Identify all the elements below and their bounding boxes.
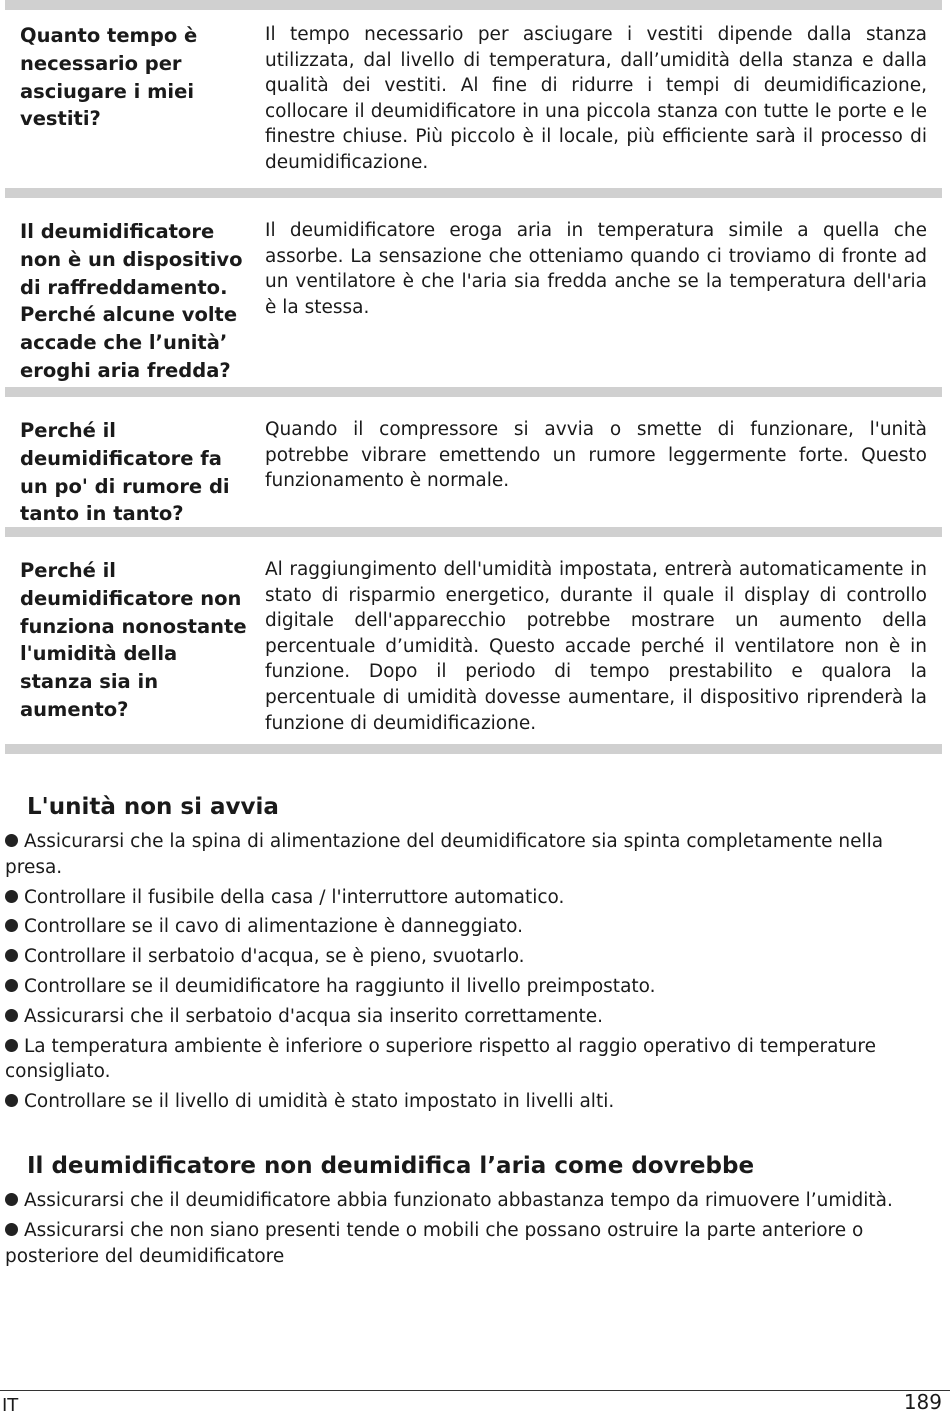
faq-row xyxy=(5,10,942,188)
faq-question: Quanto tempo è necessario per asciugare i miei vestiti? xyxy=(20,24,198,131)
faq-answer: Quando il compressore si avvia o smette di funzionare, l'unità potrebbe vibrare emettendo un rumore leggermente forte. Questo funzionamento è normale. xyxy=(265,419,927,492)
bullet-icon xyxy=(5,1094,18,1107)
row-separator xyxy=(5,527,942,537)
bullet-icon xyxy=(5,890,18,903)
list-item: Controllare se il deumidificatore ha raggiunto il livello preimpostato. xyxy=(5,974,942,1000)
section-title: Il deumidificatore non deumidifica l’aria come dovrebbe xyxy=(27,1153,755,1179)
faq-question: Il deumidificatore non è un dispositivo di raffreddamento. Perché alcune volte accade che l’unità’ eroghi aria fredda? xyxy=(20,220,243,382)
list-item: Assicurarsi che il deumidificatore abbia funzionato abbastanza tempo da rimuovere l’umidità. xyxy=(5,1188,942,1214)
list-item: La temperatura ambiente è inferiore o superiore rispetto al raggio operativo di temperature consigliato. xyxy=(5,1035,876,1083)
faq-table xyxy=(5,0,942,754)
list-item: Assicurarsi che il serbatoio d'acqua sia inserito correttamente. xyxy=(5,1004,942,1030)
faq-row xyxy=(5,537,942,744)
faq-row xyxy=(5,397,942,527)
faq-question: Perché il deumidificatore fa un po' di rumore di tanto in tanto? xyxy=(20,419,230,526)
checklist xyxy=(5,829,942,1115)
row-separator xyxy=(5,0,942,10)
bullet-icon xyxy=(5,1009,18,1022)
list-item: Assicurarsi che la spina di alimentazione del deumidificatore sia spinta completamente nella presa. xyxy=(5,831,884,878)
footer-language: IT xyxy=(2,1395,19,1416)
list-item: Controllare se il livello di umidità è stato impostato in livelli alti. xyxy=(5,1089,942,1115)
section-not-dehumidifying xyxy=(5,1150,942,1273)
list-item: Controllare se il cavo di alimentazione è danneggiato. xyxy=(5,914,942,940)
footer-rule xyxy=(0,1390,950,1391)
list-item: Assicurarsi che non siano presenti tende o mobili che possano ostruire la parte anteriore o posteriore del deumidificatore xyxy=(5,1219,864,1267)
bullet-icon xyxy=(5,1223,18,1236)
checklist xyxy=(5,1188,942,1269)
bullet-icon xyxy=(5,834,18,847)
section-title: L'unità non si avvia xyxy=(27,794,279,820)
faq-answer: Il deumidificatore eroga aria in temperatura simile a quella che assorbe. La sensazione che otteniamo quando ci troviamo di fronte ad un ventilatore è che l'aria sia fredda anche se la temperatura dell'aria è la stessa. xyxy=(265,220,927,318)
faq-row xyxy=(5,198,942,387)
bullet-icon xyxy=(5,1039,18,1052)
bullet-icon xyxy=(5,979,18,992)
section-unit-not-starting xyxy=(5,791,942,1119)
bullet-icon xyxy=(5,949,18,962)
bullet-icon xyxy=(5,1193,18,1206)
row-separator xyxy=(5,188,942,198)
row-separator xyxy=(5,744,942,754)
row-separator xyxy=(5,387,942,397)
faq-answer: Il tempo necessario per asciugare i vestiti dipende dalla stanza utilizzata, dal livello di temperatura, dall’umidità della stanza e dalla qualità dei vestiti. Al fine di ridurre i tempi di deumidificazione, collocare il deumidificatore in una piccola stanza con tutte le porte e le finestre chiuse. Più piccolo è il locale, più efficiente sarà il processo di deumidificazione. xyxy=(265,24,927,173)
page-number: 189 xyxy=(903,1390,942,1414)
list-item: Controllare il fusibile della casa / l'interruttore automatico. xyxy=(5,885,942,911)
faq-question: Perché il deumidificatore non funziona nonostante l'umidità della stanza sia in aumento? xyxy=(20,559,247,721)
faq-answer: Al raggiungimento dell'umidità impostata, entrerà automaticamente in stato di risparmio energetico, durante il quale il display di controllo digitale dell'apparecchio potrebbe mostrare un aumento della percentuale d’umidità. Questo accade perché il ventilatore non è in funzione. Dopo il periodo di tempo prestabilito e qualora la percentuale di umidità dovesse aumentare, il dispositivo riprenderà la funzione di deumidificazione. xyxy=(265,559,927,734)
list-item: Controllare il serbatoio d'acqua, se è pieno, svuotarlo. xyxy=(5,944,942,970)
bullet-icon xyxy=(5,919,18,932)
